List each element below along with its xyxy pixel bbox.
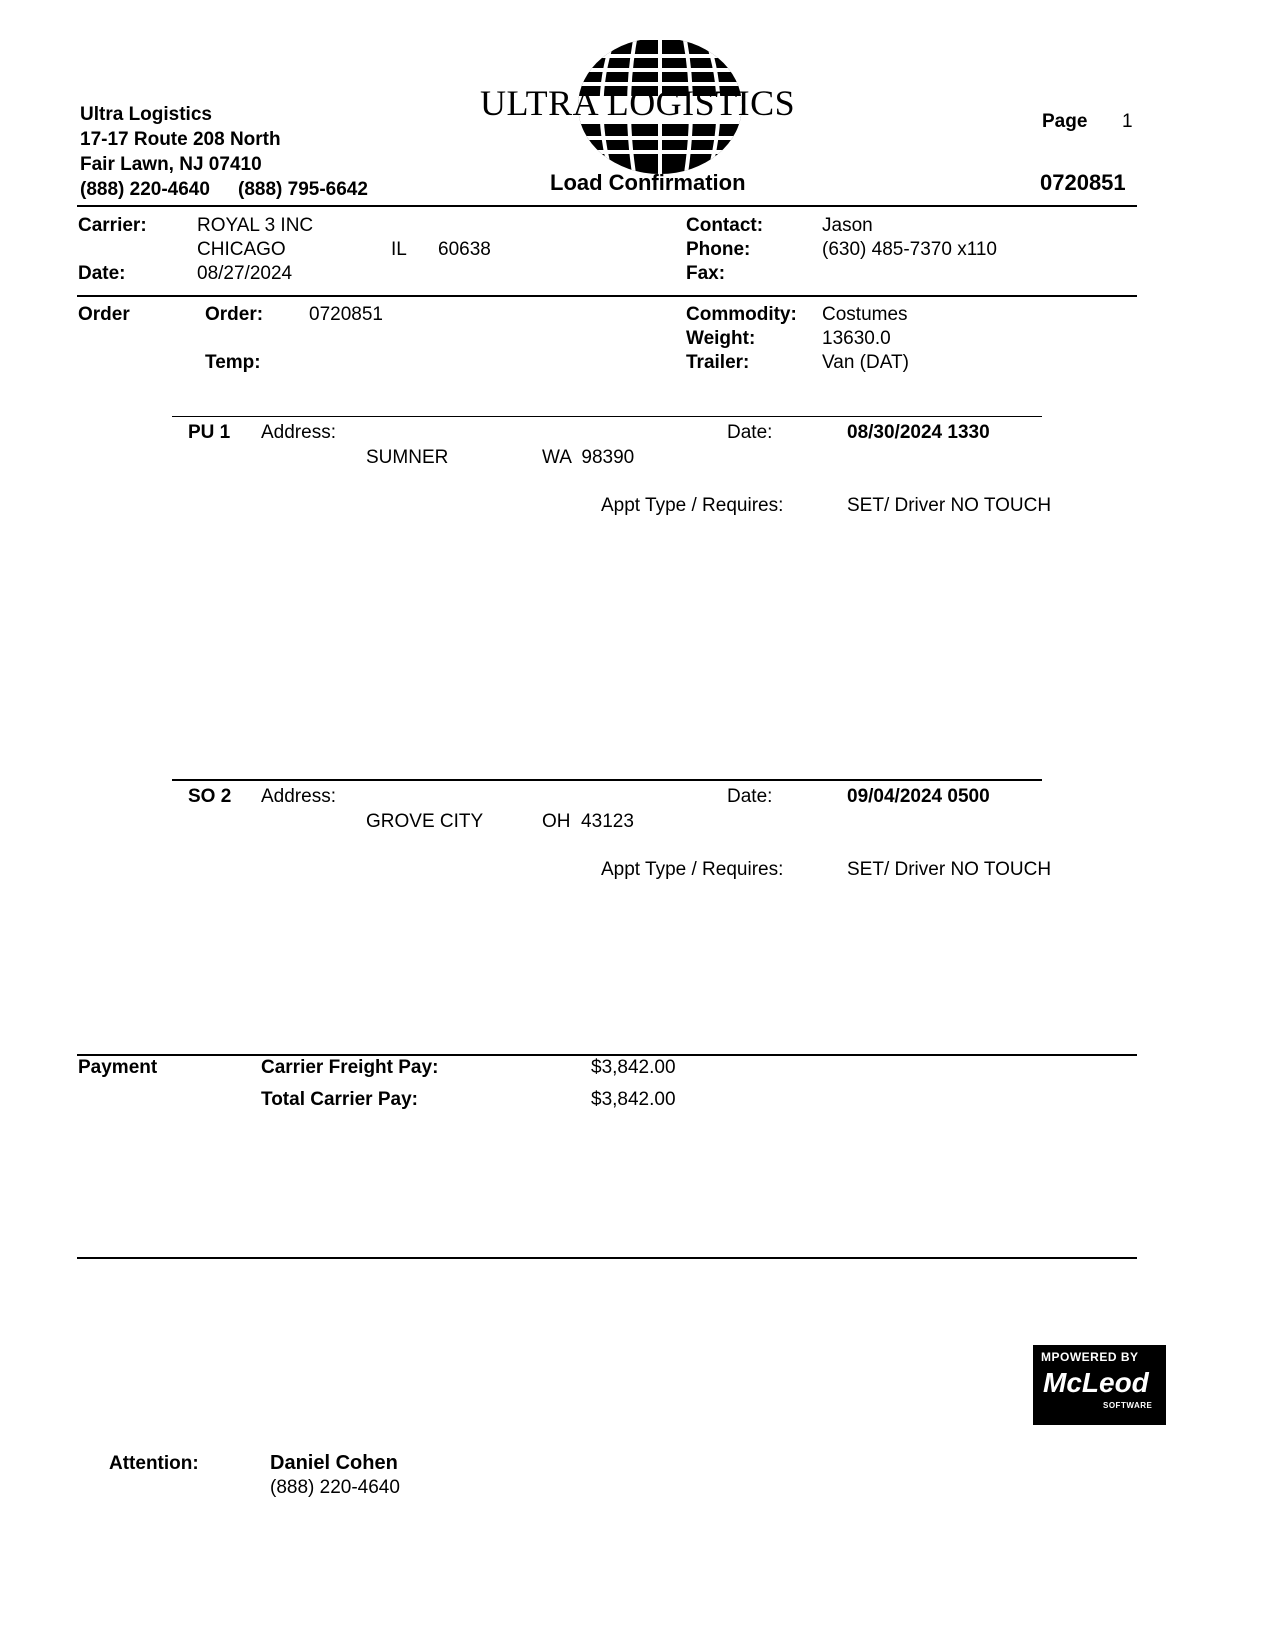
stop-code: SO 2 bbox=[188, 786, 232, 807]
confirmation-date: 08/27/2024 bbox=[197, 263, 293, 284]
date-label: Date: bbox=[78, 263, 126, 284]
stop-state-zip: OH 43123 bbox=[542, 811, 634, 832]
stop-date: 08/30/2024 1330 bbox=[847, 422, 990, 443]
stop-address-label: Address: bbox=[261, 422, 336, 443]
stop-date: 09/04/2024 0500 bbox=[847, 786, 990, 807]
stop-city: SUMNER bbox=[366, 447, 449, 468]
document-title: Load Confirmation bbox=[550, 170, 746, 195]
contact-name: Jason bbox=[822, 215, 873, 236]
company-fax: (888) 795-6642 bbox=[238, 179, 368, 200]
carrier-label: Carrier: bbox=[78, 215, 147, 236]
carrier-zip: 60638 bbox=[438, 239, 491, 260]
freight-pay-label: Carrier Freight Pay: bbox=[261, 1057, 439, 1078]
stop-divider bbox=[172, 779, 1042, 781]
attention-phone: (888) 220-4640 bbox=[270, 1477, 400, 1498]
payment-section-label: Payment bbox=[78, 1057, 158, 1078]
carrier-name: ROYAL 3 INC bbox=[197, 215, 314, 236]
stop-state-zip: WA 98390 bbox=[542, 447, 635, 468]
stop-date-label: Date: bbox=[727, 422, 773, 443]
total-pay-label: Total Carrier Pay: bbox=[261, 1089, 418, 1110]
stop-appt: SET/ Driver NO TOUCH bbox=[847, 859, 1052, 880]
temp-label: Temp: bbox=[205, 352, 261, 373]
stop-city: GROVE CITY bbox=[366, 811, 484, 832]
order-section-label: Order bbox=[78, 304, 130, 325]
stop-appt: SET/ Driver NO TOUCH bbox=[847, 495, 1052, 516]
logo-wordmark: ULTRA LOGISTICS bbox=[480, 83, 796, 123]
stop-divider bbox=[172, 416, 1042, 417]
badge-line1: MPOWERED BY bbox=[1041, 1350, 1139, 1364]
carrier-state: IL bbox=[391, 239, 407, 260]
phone-label: Phone: bbox=[686, 239, 751, 260]
divider bbox=[77, 205, 1137, 207]
company-address-line1: 17-17 Route 208 North bbox=[80, 129, 281, 150]
mcleod-badge bbox=[1033, 1345, 1166, 1425]
stop-code: PU 1 bbox=[188, 422, 231, 443]
badge-line2: SOFTWARE bbox=[1103, 1401, 1153, 1410]
trailer-value: Van (DAT) bbox=[822, 352, 909, 373]
weight-label: Weight: bbox=[686, 328, 756, 349]
stop-appt-label: Appt Type / Requires: bbox=[601, 495, 784, 516]
total-pay-value: $3,842.00 bbox=[591, 1089, 676, 1110]
attention-name: Daniel Cohen bbox=[270, 1452, 398, 1474]
stop-address-label: Address: bbox=[261, 786, 336, 807]
contact-label: Contact: bbox=[686, 215, 764, 236]
commodity-label: Commodity: bbox=[686, 304, 797, 325]
weight-value: 13630.0 bbox=[822, 328, 891, 349]
company-phone: (888) 220-4640 bbox=[80, 179, 210, 200]
fax-label: Fax: bbox=[686, 263, 726, 284]
commodity-value: Costumes bbox=[822, 304, 908, 325]
company-address-line2: Fair Lawn, NJ 07410 bbox=[80, 154, 262, 175]
divider bbox=[77, 295, 1137, 297]
badge-brand: McLeod bbox=[1043, 1367, 1149, 1398]
attention-label: Attention: bbox=[109, 1453, 199, 1474]
page-number: 1 bbox=[1122, 111, 1133, 132]
header-order-number: 0720851 bbox=[1040, 170, 1126, 195]
stop-date-label: Date: bbox=[727, 786, 773, 807]
company-name: Ultra Logistics bbox=[80, 104, 212, 125]
order-number: 0720851 bbox=[309, 304, 383, 325]
order-label: Order: bbox=[205, 304, 264, 325]
freight-pay-value: $3,842.00 bbox=[591, 1057, 676, 1078]
page-label: Page bbox=[1042, 111, 1088, 132]
stop-appt-label: Appt Type / Requires: bbox=[601, 859, 784, 880]
contact-phone: (630) 485-7370 x110 bbox=[822, 239, 997, 260]
divider bbox=[77, 1257, 1137, 1259]
carrier-city: CHICAGO bbox=[197, 239, 286, 260]
trailer-label: Trailer: bbox=[686, 352, 750, 373]
